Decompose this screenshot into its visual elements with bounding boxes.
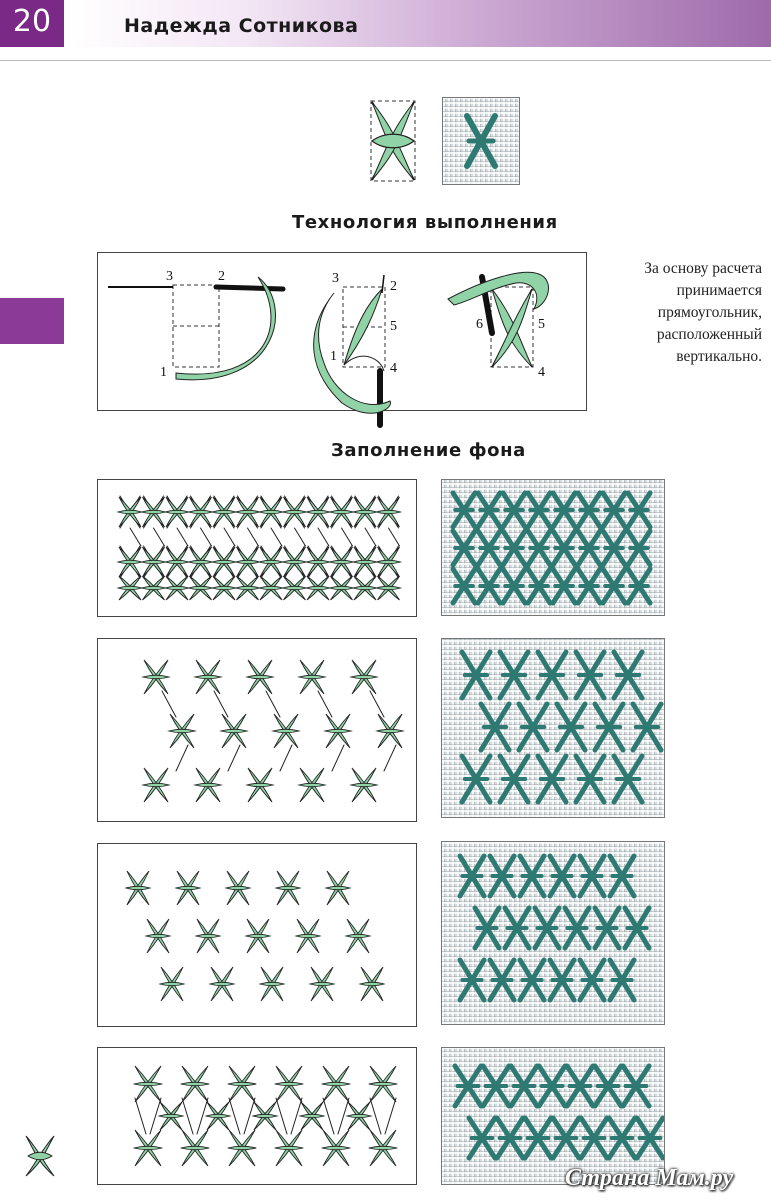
stitch-mark <box>351 768 377 802</box>
pattern-svg-1 <box>98 480 416 616</box>
technique-heading: Технология выполнения <box>292 212 558 233</box>
stitch-line <box>280 745 292 771</box>
stitch-line <box>266 691 280 717</box>
page-number-box <box>0 0 64 47</box>
stitch-mark <box>259 497 283 527</box>
label-s1-3: 3 <box>166 269 173 284</box>
stitch-mark <box>196 919 220 953</box>
stitch-mark <box>347 1102 371 1130</box>
stitch-mark <box>282 576 306 600</box>
stitch-mark <box>176 871 200 905</box>
stitch-mark <box>326 871 350 905</box>
stitch-mark <box>253 1102 277 1130</box>
stitch-mark <box>360 967 384 1001</box>
stitch-line <box>365 528 376 546</box>
stitch-mark <box>195 768 221 802</box>
stitch-mark <box>376 547 400 577</box>
stitch-mark <box>212 576 236 600</box>
fabric-svg-3 <box>442 842 664 1024</box>
pattern-diagram-3 <box>97 843 417 1027</box>
stitch-mark <box>141 547 165 577</box>
stitch-mark <box>300 1102 324 1130</box>
stitch-mark <box>181 1130 210 1166</box>
stitch-mark <box>275 1066 304 1102</box>
stitch-mark <box>275 1130 304 1166</box>
stitch-mark <box>134 1130 163 1166</box>
stitch-mark <box>376 497 400 527</box>
watermark: Страна Мам.ру <box>565 1165 734 1191</box>
label-s1-1: 1 <box>160 365 167 380</box>
step3-diagram <box>448 272 549 367</box>
page-number: 20 <box>12 4 52 39</box>
note-line: За основу расчета <box>644 260 762 277</box>
stitch-mark <box>247 660 273 694</box>
step2-diagram <box>314 275 391 425</box>
pattern-diagram-2 <box>97 638 417 822</box>
stitch-line <box>389 528 400 546</box>
stitch-mark <box>299 768 325 802</box>
stitch-mark <box>226 871 250 905</box>
stitch-mark <box>188 497 212 527</box>
header-rule <box>0 60 771 61</box>
pattern-diagram-1 <box>97 479 417 617</box>
stitch-mark <box>212 497 236 527</box>
stitch-mark <box>181 1066 210 1102</box>
label-s3-6: 6 <box>476 317 483 332</box>
stitch-mark <box>188 547 212 577</box>
stitch-mark <box>221 714 247 748</box>
stitch-mark <box>141 576 165 600</box>
stitch-mark <box>351 660 377 694</box>
stitch-mark <box>325 714 351 748</box>
stitch-mark <box>228 1130 257 1166</box>
pattern-svg-3 <box>98 844 416 1026</box>
stitch-mark <box>118 547 142 577</box>
stitch-line <box>224 528 235 546</box>
fabric-sample-3 <box>441 841 665 1025</box>
stitch-mark <box>235 497 259 527</box>
stitch-mark <box>141 497 165 527</box>
stitch-line <box>385 1098 396 1134</box>
stitch-mark <box>306 547 330 577</box>
label-s2-1: 1 <box>330 349 337 364</box>
technique-diagram <box>97 252 587 411</box>
stitch-mark <box>165 576 189 600</box>
stitch-line <box>154 528 165 546</box>
stitch-line <box>342 528 353 546</box>
stitch-line <box>271 528 282 546</box>
stitch-mark <box>118 497 142 527</box>
stitch-mark <box>329 497 353 527</box>
stitch-mark <box>296 919 320 953</box>
pattern-svg-4 <box>98 1048 416 1184</box>
note-line: принимается <box>676 282 762 299</box>
stitch-mark <box>143 660 169 694</box>
stitch-mark <box>282 547 306 577</box>
stitch-mark <box>369 1066 398 1102</box>
fabric-svg-4 <box>442 1048 664 1184</box>
stitch-line <box>295 528 306 546</box>
label-s2-3: 3 <box>332 271 339 286</box>
label-s3-5: 5 <box>538 317 545 332</box>
step1-diagram <box>108 277 283 380</box>
stitch-mark <box>273 714 299 748</box>
stitch-mark <box>329 547 353 577</box>
stitch-line <box>214 691 228 717</box>
stitch-mark <box>376 576 400 600</box>
stitch-mark <box>228 1066 257 1102</box>
stitch-mark <box>143 768 169 802</box>
stitch-mark <box>353 576 377 600</box>
stitch-mark <box>377 714 403 748</box>
corner-stitch-icon <box>22 1132 58 1180</box>
stitch-mark <box>169 714 195 748</box>
stitch-mark <box>212 547 236 577</box>
stitch-mark <box>206 1102 230 1130</box>
stitch-example-svg <box>370 100 416 182</box>
stitch-mark <box>235 576 259 600</box>
stitch-mark <box>165 547 189 577</box>
note-line: расположенный <box>656 326 762 343</box>
stitch-line <box>248 528 259 546</box>
label-s3-4: 4 <box>538 365 545 380</box>
stitch-line <box>332 745 344 771</box>
fabric-svg-2 <box>442 639 664 817</box>
stitch-line <box>135 1098 146 1134</box>
stitch-mark <box>306 576 330 600</box>
fill-heading: Заполнение фона <box>331 440 526 461</box>
author-name: Надежда Сотникова <box>124 15 359 37</box>
stitch-mark <box>259 547 283 577</box>
stitch-mark <box>346 919 370 953</box>
note-line: прямоугольник, <box>657 304 762 321</box>
side-note <box>600 258 762 368</box>
label-s1-2: 2 <box>218 269 225 284</box>
fabric-sample-1 <box>441 479 665 616</box>
stitch-mark <box>159 1102 183 1130</box>
pattern-svg-2 <box>98 639 416 821</box>
stitch-line <box>201 528 212 546</box>
stitch-line <box>176 745 188 771</box>
stitch-example-fabric <box>442 97 520 185</box>
stitch-mark <box>165 497 189 527</box>
stitch-mark <box>260 967 284 1001</box>
stitch-line <box>130 528 141 546</box>
stitch-line <box>162 691 176 717</box>
stitch-line <box>384 745 396 771</box>
stitch-mark <box>322 1066 351 1102</box>
stitch-line <box>318 691 332 717</box>
stitch-line <box>228 745 240 771</box>
stitch-mark <box>118 576 142 600</box>
stitch-mark <box>322 1130 351 1166</box>
stitch-example-fabric-svg <box>443 98 519 184</box>
stitch-mark <box>276 871 300 905</box>
stitch-mark <box>310 967 334 1001</box>
stitch-mark <box>353 547 377 577</box>
stitch-mark <box>259 576 283 600</box>
stitch-mark <box>246 919 270 953</box>
stitch-line <box>370 691 384 717</box>
stitch-mark <box>188 576 212 600</box>
stitch-mark <box>299 660 325 694</box>
label-s2-2: 2 <box>390 279 397 294</box>
stitch-line <box>177 528 188 546</box>
stitch-mark <box>282 497 306 527</box>
label-s2-5: 5 <box>390 319 397 334</box>
stitch-mark <box>195 660 221 694</box>
stitch-mark <box>126 871 150 905</box>
side-tab <box>0 298 64 344</box>
stitch-mark <box>306 497 330 527</box>
stitch-mark <box>247 768 273 802</box>
fabric-svg-1 <box>442 480 664 615</box>
stitch-mark <box>134 1066 163 1102</box>
corner-stitch-svg <box>22 1132 58 1180</box>
label-s2-4: 4 <box>390 361 397 376</box>
pattern-diagram-4 <box>97 1047 417 1185</box>
fabric-sample-2 <box>441 638 665 818</box>
note-line: вертикально. <box>676 348 762 365</box>
stitch-mark <box>160 967 184 1001</box>
stitch-mark <box>329 576 353 600</box>
stitch-mark <box>146 919 170 953</box>
stitch-mark <box>235 547 259 577</box>
stitch-example-diagram <box>370 100 416 182</box>
stitch-mark <box>369 1130 398 1166</box>
stitch-line <box>318 528 329 546</box>
stitch-mark <box>210 967 234 1001</box>
stitch-mark <box>353 497 377 527</box>
